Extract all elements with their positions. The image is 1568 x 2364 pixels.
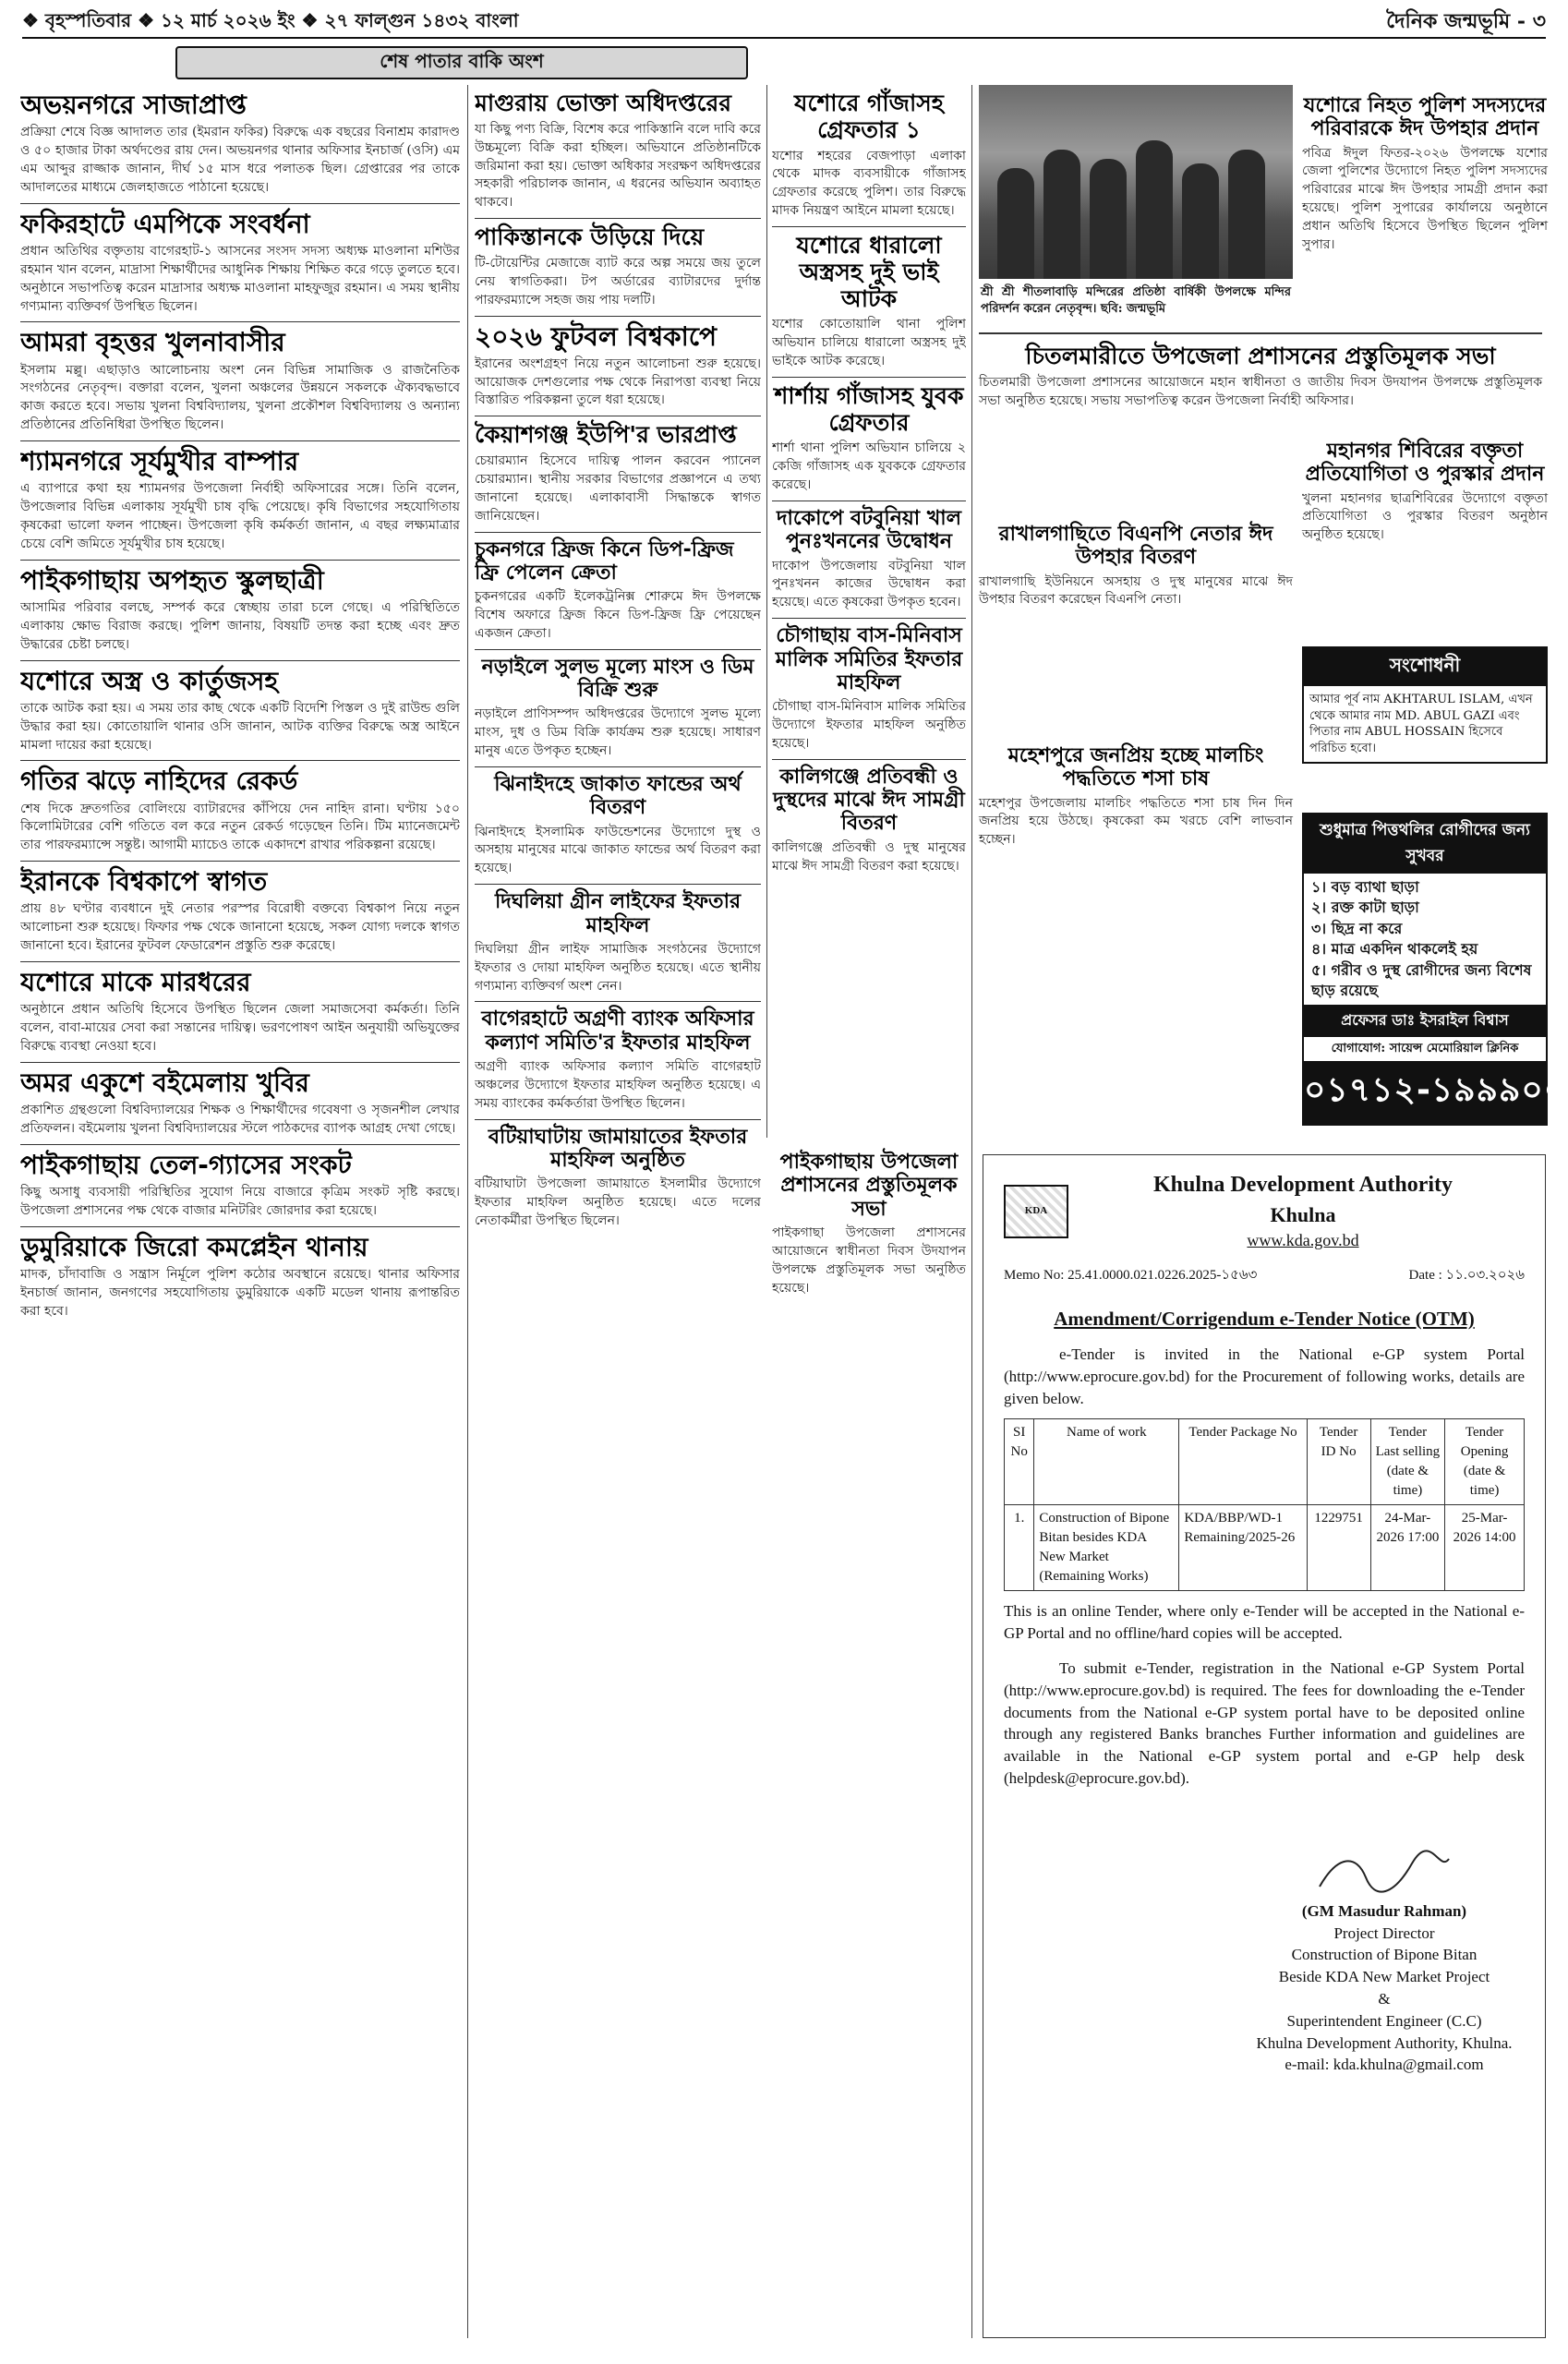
article-body: টি-টোয়েন্টির মেজাজে ব্যাট করে অল্প সময়ে জয় তুলে নেয় স্বাগতিকরা। টপ অর্ডারের ব্যাটারদের দুর্দান্ত পারফরম্যান্সে সহজ জয় পায় দলটি। [475, 255, 761, 308]
column-divider [971, 85, 972, 2338]
column-header: Name of work [1034, 1419, 1179, 1505]
article [475, 224, 761, 309]
kda-tender-notice [983, 1154, 1546, 2338]
clinic-item: ২। রক্ত কাটা ছাড়া [1311, 899, 1419, 917]
article [475, 90, 761, 212]
headline: কৈয়াশগঞ্জ ইউপি'র ভারপ্রাপ্ত [475, 421, 737, 449]
article [475, 322, 761, 411]
signer-role: Superintendent Engineer (C.C) [1286, 2011, 1482, 2030]
tender-title: Amendment/Corrigendum e-Tender Notice (OTM) [1054, 1307, 1475, 1330]
column-header: Tender ID No [1307, 1419, 1370, 1505]
column-one [20, 85, 460, 2338]
signer-email[interactable]: e-mail: kda.khulna@gmail.com [1285, 2056, 1484, 2074]
headline: ঝিনাইদহে জাকাত ফান্ডের অর্থ বিতরণ [494, 773, 742, 820]
headline: যশোরে ধারালো অস্ত্রসহ দুই ভাই আটক [796, 232, 942, 312]
org-website[interactable]: www.kda.gov.bd [1247, 1231, 1359, 1250]
article-body: প্রক্রিয়া শেষে বিজ্ঞ আদালত তার (ইমরান ফকির) বিরুদ্ধে এক বছরের বিনাশ্রম কারাদণ্ড ও ৫০ হাজার টাকা অর্থদণ্ডের রায় দেন। অভয়নগর থানার অফিসার ইনচার্জ (ওসি) এম এম আব্দুর রাজ্জাক জানান, দীর্ঘ ১৫ মাস ধরে পলাতক ছিল। গ্রেপ্তারের পর তাকে আদালতের মাধ্যমে জেলহাজতে পাঠানো হয়েছে। [20, 125, 460, 195]
correction-body: আমার পূর্ব নাম AKHTARUL ISLAM, এখন থেকে আমার নাম MD. ABUL GAZI এবং পিতার নাম ABUL HOSSAIN হিসেবে পরিচিত হবো। [1309, 693, 1533, 755]
tender-intro: e-Tender is invited in the National e-GP system Portal (http://www.eprocure.gov.bd) for the Procurement of following works, details are given below. [1004, 1345, 1525, 1407]
column-header: Tender Opening (date & time) [1445, 1419, 1525, 1505]
photo-caption: শ্রী শ্রী শীতলাবাড়ি মন্দিরের প্রতিষ্ঠা বার্ষিকী উপলক্ষে মন্দির পরিদর্শন করেন নেতৃবৃন্দ। ছবি: জন্মভূমি [981, 285, 1291, 316]
headline: বাগেরহাটে অগ্রণী ব্যাংক অফিসার কল্যাণ সমিতি'র ইফতার মাহফিল [481, 1007, 754, 1055]
org-city: Khulna [1270, 1202, 1336, 1226]
headline: শ্যামনগরে সূর্যমুখীর বাম্পার [20, 446, 299, 477]
headline: যশোরে নিহত পুলিশ সদস্যদের পরিবারকে ঈদ উপহার প্রদান [1303, 94, 1547, 141]
article [1302, 434, 1548, 545]
article [20, 566, 460, 655]
article-body: চেয়ারম্যান হিসেবে দায়িত্ব পালন করবেন প্যানেল চেয়ারম্যান। স্থানীয় সরকার বিভাগের প্রজ্ঞাপনে এ তথ্য জানানো হয়েছে। এলাকাবাসী সিদ্ধান্তকে স্বাগত জানিয়েছেন। [475, 453, 761, 524]
article-body: ইসলাম মল্লু। এছাড়াও আলোচনায় অংশ নেন বিভিন্ন সামাজিক ও রাজনৈতিক সংগঠনের নেতৃবৃন্দ। বক্তারা বলেন, খুলনা অঞ্চলের উন্নয়নে সকলকে ঐক্যবদ্ধভাবে কাজ করতে হবে। সভায় খুলনা বিশ্ববিদ্যালয়, খুলনা প্রকৌশল বিশ্ববিদ্যালয় ও অন্যান্য প্রতিষ্ঠানের প্রতিনিধিরা উপস্থিত ছিলেন। [20, 362, 460, 433]
table-row [1005, 1505, 1525, 1591]
article [20, 1233, 460, 1321]
article [475, 1126, 761, 1231]
table-cell: 1229751 [1307, 1505, 1370, 1591]
article [772, 383, 966, 495]
article [20, 90, 460, 198]
article [772, 624, 966, 754]
signature-block [1244, 1845, 1525, 2076]
headline: মাগুরায় ভোক্তা অধিদপ্তরের [475, 90, 732, 116]
signer-role: & [1378, 1989, 1391, 2008]
headline: পাকিস্তানকে উড়িয়ে দিয়ে [475, 223, 705, 251]
signer-role: Beside KDA New Market Project [1278, 1968, 1490, 1986]
tender-note: This is an online Tender, where only e-Tender will be accepted in the National e-GP Portal and no offline/hard copies will be accepted. [1004, 1602, 1525, 1643]
article-body: নড়াইলে প্রাণিসম্পদ অধিদপ্তরের উদ্যোগে সুলভ মূল্যে মাংস, দুধ ও ডিম বিক্রি কার্যক্রম শুরু হয়েছে। সাধারণ মানুষ এতে উপকৃত হচ্ছেন। [475, 706, 761, 759]
clinic-phone: ০১৭১২-১৯৯৯০০ [1304, 1061, 1546, 1124]
clinic-contact: যোগাযোগ: সায়েন্স মেমোরিয়াল ক্লিনিক [1331, 1042, 1519, 1056]
article-body: শেষ দিকে দ্রুতগতির বোলিংয়ে ব্যাটারদের কাঁপিয়ে দেন নাহিদ রানা। ঘণ্টায় ১৫০ কিলোমিটারের বেশি গতিতে বল করে নতুন রেকর্ড গড়েছেন তিনি। টিম ম্যানেজমেন্ট তার পারফরম্যান্সে সন্তুষ্ট। আগামী ম্যাচেও তাকে একাদশে রাখার পরিকল্পনা রয়েছে। [20, 801, 460, 853]
clinic-item: ৪। মাত্র একদিন থাকলেই হয় [1311, 940, 1478, 959]
table-header-row [1005, 1419, 1525, 1505]
headline: ডুমুরিয়াকে জিরো কমপ্লেইন থানায় [20, 1231, 368, 1262]
article-body: চিতলমারী উপজেলা প্রশাসনের আয়োজনে মহান স্বাধীনতা ও জাতীয় দিবস উদযাপন উপলক্ষে প্রস্তুতিমূলক সভা অনুষ্ঠিত হয়েছে। সভায় সভাপতিত্ব করেন উপজেলা নির্বাহী অফিসার। [979, 374, 1542, 408]
article-body: পবিত্র ঈদুল ফিতর-২০২৬ উপলক্ষে যশোর জেলা পুলিশের উদ্যোগে নিহত পুলিশ সদস্যদের পরিবারের মাঝে ঈদ উপহার সামগ্রী প্রদান করা হয়েছে। পুলিশ সুপারের কার্যালয়ে অনুষ্ঠানে প্রধান অতিথি হিসেবে উপস্থিত ছিলেন পুলিশ সুপার। [1302, 145, 1548, 252]
article-body: শার্শা থানা পুলিশ অভিযান চালিয়ে ২ কেজি গাঁজাসহ এক যুবককে গ্রেফতার করেছে। [772, 440, 966, 493]
article-body: কিছু অসাধু ব্যবসায়ী পরিস্থিতির সুযোগ নিয়ে বাজারে কৃত্রিম সংকট সৃষ্টি করছে। উপজেলা প্রশাসনের পক্ষ থেকে বাজার মনিটরিং জোরদার করা হয়েছে। [20, 1184, 460, 1218]
article-body: দাকোপ উপজেলায় বটবুনিয়া খাল পুনঃখনন কাজের উদ্বোধন করা হয়েছে। এতে কৃষকেরা উপকৃত হবেন। [772, 558, 966, 610]
article [772, 766, 966, 876]
article [20, 968, 460, 1056]
headline: শার্শায় গাঁজাসহ যুবক গ্রেফতার [774, 381, 964, 436]
article [20, 328, 460, 435]
headline: চৌগাছায় বাস-মিনিবাস মালিক সমিতির ইফতার মাহফিল [775, 624, 963, 694]
headline: আমরা বৃহত্তর খুলনাবাসীর [20, 327, 285, 358]
headline: গতির ঝড়ে নাহিদের রেকর্ড [20, 766, 298, 797]
memo-number: Memo No: 25.41.0000.021.0226.2025-১৫৬৩ [1004, 1267, 1258, 1283]
article [979, 739, 1293, 850]
article [20, 867, 460, 956]
signer-name: (GM Masudur Rahman) [1301, 1901, 1467, 1920]
column-three-lower [772, 1145, 966, 2336]
article-body: ঝিনাইদহে ইসলামিক ফাউন্ডেশনের উদ্যোগে দুস্থ ও অসহায় মানুষের মাঝে জাকাত ফান্ডের অর্থ বিতরণ করা হয়েছে। [475, 824, 761, 876]
table-cell: 1. [1005, 1505, 1034, 1591]
article [20, 766, 460, 855]
article [475, 538, 761, 644]
column-two [475, 85, 761, 2338]
headline: কালিগঞ্জে প্রতিবন্ধী ও দুস্থদের মাঝে ঈদ সামগ্রী বিতরণ [773, 765, 965, 836]
temple-photo [979, 85, 1293, 279]
article [1302, 89, 1548, 255]
article [475, 773, 761, 878]
headline: বটিয়াঘাটায় জামায়াতের ইফতার মাহফিল অনুষ্ঠিত [488, 1125, 748, 1172]
headline: অমর একুশে বইমেলায় খুবির [20, 1067, 309, 1098]
article [20, 1151, 460, 1221]
article-body: মহেশপুর উপজেলায় মালচিং পদ্ধতিতে শসা চাষ দিন দিন জনপ্রিয় হয়ে উঠছে। কৃষকেরা কম খরচে বেশি লাভবান হচ্ছেন। [979, 795, 1293, 848]
table-cell: KDA/BBP/WD-1 Remaining/2025-26 [1179, 1505, 1307, 1591]
article-body: পাইকগাছা উপজেলা প্রশাসনের আয়োজনে স্বাধীনতা দিবস উদযাপন উপলক্ষে প্রস্তুতিমূলক সভা অনুষ্ঠিত হয়েছে। [772, 1224, 966, 1296]
org-name: Khulna Development Authority [1152, 1173, 1453, 1197]
table-cell: 24-Mar-2026 17:00 [1370, 1505, 1445, 1591]
article-body: আসামির পরিবার বলছে, সম্পর্ক করে স্বেচ্ছায় তারা চলে গেছে। এ পরিস্থিতিতে এলাকায় ক্ষোভ বিরাজ করছে। পুলিশ জানায়, বিষয়টি তদন্ত করা হচ্ছে এবং দ্রুত উদ্ধারের চেষ্টা চলছে। [20, 599, 460, 652]
article [475, 656, 761, 761]
article-body: কালিগঞ্জে প্রতিবন্ধী ও দুস্থ মানুষের মাঝে ঈদ সামগ্রী বিতরণ করা হয়েছে। [772, 839, 966, 874]
article-body: যশোর কোতোয়ালি থানা পুলিশ অভিযান চালিয়ে ধারালো অস্ত্রসহ দুই ভাইকে আটক করেছে। [772, 317, 966, 368]
article [772, 90, 966, 221]
article-body: যশোর শহরের বেজপাড়া এলাকা থেকে মাদক ব্যবসায়ীকে গাঁজাসহ গ্রেফতার করেছে পুলিশ। তার বিরুদ্ধে মাদক নিয়ন্ত্রণ আইনে মামলা হয়েছে। [772, 148, 966, 219]
article-body: যা কিছু পণ্য বিক্রি, বিশেষ করে পাকিস্তানি বলে দাবি করে উচ্চমূল্যে বিক্রি করা হচ্ছিল। অভিযানে প্রতিষ্ঠানটিকে জরিমানা করা হয়। ভোক্তা অধিকার সংরক্ষণ অধিদপ্তরের সহকারী পরিচালক জানান, এ ধরনের অভিযান অব্যাহত থাকবে। [475, 121, 761, 211]
headline: পাইকগাছায় উপজেলা প্রশাসনের প্রস্তুতিমূলক সভা [779, 1151, 959, 1221]
article [772, 233, 966, 371]
headline: নড়াইলে সুলভ মূল্যে মাংস ও ডিম বিক্রি শুরু [481, 655, 754, 703]
paper-page-label: দৈনিক জন্মভূমি - ৩ [1386, 9, 1546, 33]
headline: দিঘলিয়া গ্রীন লাইফের ইফতার মাহফিল [494, 890, 742, 937]
article [20, 667, 460, 755]
table-cell: 25-Mar-2026 14:00 [1445, 1505, 1525, 1591]
signer-role: Project Director [1333, 1924, 1435, 1942]
continuation-banner: শেষ পাতার বাকি অংশ [175, 46, 748, 79]
article-body: অনুষ্ঠানে প্রধান অতিথি হিসেবে উপস্থিত ছিলেন জেলা সমাজসেবা কর্মকর্তা। তিনি বলেন, বাবা-মায়ের সেবা করা সন্তানের দায়িত্ব। ভরণপোষণ আইন অনুযায়ী অভিযুক্তের বিরুদ্ধে ব্যবস্থা নেওয়া হবে। [20, 1002, 460, 1054]
article [475, 1007, 761, 1113]
article-body: মাদক, চাঁদাবাজি ও সন্ত্রাস নির্মূলে পুলিশ কঠোর অবস্থানে রয়েছে। থানার অফিসার ইনচার্জ জানান, জনগণের সহযোগিতায় ডুমুরিয়াকে একটি মডেল থানায় রূপান্তরিত করা হবে। [20, 1266, 460, 1319]
rule [979, 332, 1542, 334]
headline: মহেশপুরে জনপ্রিয় হচ্ছে মালচিং পদ্ধতিতে শসা চাষ [1007, 744, 1264, 791]
header-rule [22, 37, 1546, 39]
headline: ২০২৬ ফুটবল বিশ্বকাপে [475, 320, 718, 352]
signer-role: Khulna Development Authority, Khulna. [1256, 2033, 1513, 2052]
column-divider [467, 85, 468, 2338]
article [475, 890, 761, 995]
article-body: রাখালগাছি ইউনিয়নে অসহায় ও দুস্থ মানুষের মাঝে ঈদ উপহার বিতরণ করেছেন বিএনপি নেতা। [979, 573, 1293, 608]
signer-role: Construction of Bipone Bitan [1291, 1946, 1478, 1964]
article-body: ইরানের অংশগ্রহণ নিয়ে নতুন আলোচনা শুরু হয়েছে। আয়োজক দেশগুলোর পক্ষ থেকে নিরাপত্তা ব্যবস্থা নিয়ে বিস্তারিত পরিকল্পনা তুলে ধরা হয়েছে। [475, 356, 761, 408]
article-body: প্রায় ৪৮ ঘণ্টার ব্যবধানে দুই নেতার পরস্পর বিরোধী বক্তব্যে বিশ্বকাপ নিয়ে নতুন আলোচনা শুরু হয়েছে। ফিফার পক্ষ থেকে জানানো হয়েছে, সকল যোগ্য দলকে স্বাগত জানানো হবে। ইরানের ফুটবল ফেডারেশন প্রস্তুতি শুরু করেছে। [20, 901, 460, 954]
correction-notice [1302, 646, 1548, 764]
headline: দাকোপে বটবুনিয়া খাল পুনঃখননের উদ্বোধন [776, 507, 962, 554]
article [20, 210, 460, 317]
column-divider [766, 85, 767, 1138]
signature-icon [1244, 1845, 1525, 1900]
article [772, 507, 966, 612]
clinic-doctor: প্রফেসর ডাঃ ইসরাইল বিশ্বাস [1304, 1005, 1546, 1037]
headline: ইরানকে বিশ্বকাপে স্বাগত [20, 866, 268, 898]
clinic-ad [1302, 813, 1567, 1126]
memo-date: Date : ১১.০৩.২০২৬ [1408, 1267, 1525, 1283]
headline: চুকনগরে ফ্রিজ কিনে ডিপ-ফ্রিজ ফ্রি পেলেন ক্রেতা [475, 537, 734, 585]
article-body: চৌগাছা বাস-মিনিবাস মালিক সমিতির উদ্যোগে ইফতার মাহফিল অনুষ্ঠিত হয়েছে। [772, 699, 966, 751]
column-header: Tender Last selling (date & time) [1370, 1419, 1445, 1505]
headline: ফকিরহাটে এমপিকে সংবর্ধনা [20, 208, 310, 239]
article [20, 1068, 460, 1139]
article-body: খুলনা মহানগর ছাত্রশিবিরের উদ্যোগে বক্তৃতা প্রতিযোগিতা ও পুরস্কার বিতরণ অনুষ্ঠান অনুষ্ঠিত হয়েছে। [1302, 490, 1548, 543]
article-body: চুকনগরের একটি ইলেকট্রনিক্স শোরুমে ঈদ উপলক্ষে বিশেষ অফারে ফ্রিজ কিনে ডিপ-ফ্রিজ ফ্রি পেয়েছেন একজন ক্রেতা। [475, 589, 761, 641]
issue-date: ❖ বৃহস্পতিবার ❖ ১২ মার্চ ২০২৬ ইং ❖ ২৭ ফাল্গুন ১৪৩২ বাংলা [22, 9, 519, 31]
tender-note: To submit e-Tender, registration in the National e-GP System Portal (http://www.eprocure.gov.bd) is required. The fees for downloading the e-Tender documents from the National e-GP system portal have to be deposited online through any registered Banks branches Further information and guidelines are available in the National e-GP system portal and e-GP help desk (helpdesk@eprocure.gov.bd). [1004, 1658, 1525, 1787]
column-header: SI No [1005, 1419, 1034, 1505]
article-body: প্রধান অতিথির বক্তৃতায় বাগেরহাট-১ আসনের সংসদ সদস্য অধ্যক্ষ মাওলানা মশিউর রহমান খান বলেন, মাদ্রাসা শিক্ষার্থীদের আধুনিক শিক্ষায় শিক্ষিত করে গড়ে তুলতে হবে। অনুষ্ঠানে সভাপতিত্ব করেন মাদ্রাসার অধ্যক্ষ মাওলানা মাহফুজুর রহমান। এ সময় স্থানীয় গণ্যমান্য ব্যক্তিবর্গ উপস্থিত ছিলেন। [20, 243, 460, 314]
article [772, 1151, 966, 1297]
article-body: এ ব্যাপারে কথা হয় শ্যামনগর উপজেলা নির্বাহী অফিসারের সঙ্গে। তিনি বলেন, উপজেলার বিভিন্ন এলাকায় সূর্যমুখী চাষ বৃদ্ধি পেয়েছে। কৃষি বিভাগের সহযোগিতায় কৃষকেরা ভালো ফলন পাচ্ছেন। উপজেলা কৃষি কর্মকর্তা জানান, এ বছর লক্ষ্যমাত্রার চেয়ে বেশি জমিতে সূর্যমুখীর চাষ হয়েছে। [20, 481, 460, 551]
article-body: তাকে আটক করা হয়। এ সময় তার কাছ থেকে একটি বিদেশি পিস্তল ও দুই রাউন্ড গুলি উদ্ধার করা হয়। কোতোয়ালি থানার ওসি জানান, আটক ব্যক্তির বিরুদ্ধে অস্ত্র আইনে মামলা দায়ের করা হয়েছে। [20, 700, 460, 753]
clinic-title: শুধুমাত্র পিত্তথলির রোগীদের জন্য সুখবর [1304, 814, 1546, 874]
article [979, 517, 1293, 609]
headline: যশোরে অস্ত্র ও কার্তুজসহ [20, 665, 279, 696]
headline: পাইকগাছায় তেল-গ্যাসের সংকট [20, 1149, 352, 1180]
column-header: Tender Package No [1179, 1419, 1307, 1505]
article [20, 447, 460, 554]
article-body: অগ্রণী ব্যাংক অফিসার কল্যাণ সমিতি বাগেরহাট অঞ্চলের উদ্যোগে ইফতার মাহফিল অনুষ্ঠিত হয়েছে। এ সময় ব্যাংকের কর্মকর্তারা উপস্থিত ছিলেন। [475, 1059, 761, 1111]
article [979, 338, 1542, 411]
headline: পাইকগাছায় অপহৃত স্কুলছাত্রী [20, 564, 324, 596]
headline: চিতলমারীতে উপজেলা প্রশাসনের প্রস্তুতিমূলক সভা [1025, 343, 1496, 369]
table-cell: Construction of Bipone Bitan besides KDA New Market (Remaining Works) [1034, 1505, 1179, 1591]
kda-logo-icon: KDA [1004, 1185, 1068, 1238]
headline: মহানগর শিবিরের বক্তৃতা প্রতিযোগিতা ও পুরস্কার প্রদান [1305, 440, 1545, 487]
article-body: প্রকাশিত গ্রন্থগুলো বিশ্ববিদ্যালয়ের শিক্ষক ও শিক্ষার্থীদের গবেষণা ও সৃজনশীল লেখার প্রতিফলন। বইমেলায় খুলনা বিশ্ববিদ্যালয়ের স্টলে পাঠকদের ব্যাপক আগ্রহ দেখা গেছে। [20, 1103, 460, 1136]
article [475, 422, 761, 525]
headline: রাখালগাছিতে বিএনপি নেতার ঈদ উপহার বিতরণ [998, 523, 1273, 570]
clinic-item: ৩। ছিদ্র না করে [1311, 919, 1403, 937]
clinic-item: ১। বড় ব্যাথা ছাড়া [1311, 878, 1419, 896]
headline: অভয়নগরে সাজাপ্রাপ্ত [20, 90, 247, 120]
column-three [772, 85, 966, 1138]
article-body: দিঘলিয়া গ্রীন লাইফ সামাজিক সংগঠনের উদ্যোগে ইফতার ও দোয়া মাহফিল অনুষ্ঠিত হয়েছে। এতে স্থানীয় গণ্যমান্য ব্যক্তিবর্গ অংশ নেন। [475, 941, 761, 994]
correction-title: সংশোধনী [1304, 648, 1546, 686]
headline: যশোরে মাকে মারধরের [20, 967, 251, 997]
clinic-item: ৫। গরীব ও দুস্থ রোগীদের জন্য বিশেষ ছাড় রয়েছে [1311, 960, 1532, 999]
article-body: বটিয়াঘাটা উপজেলা জামায়াতে ইসলামীর উদ্যোগে ইফতার মাহফিল অনুষ্ঠিত হয়েছে। এতে দলের নেতাকর্মীরা উপস্থিত ছিলেন। [475, 1176, 761, 1228]
headline: যশোরে গাঁজাসহ গ্রেফতার ১ [794, 90, 944, 143]
tender-table [1004, 1418, 1525, 1591]
